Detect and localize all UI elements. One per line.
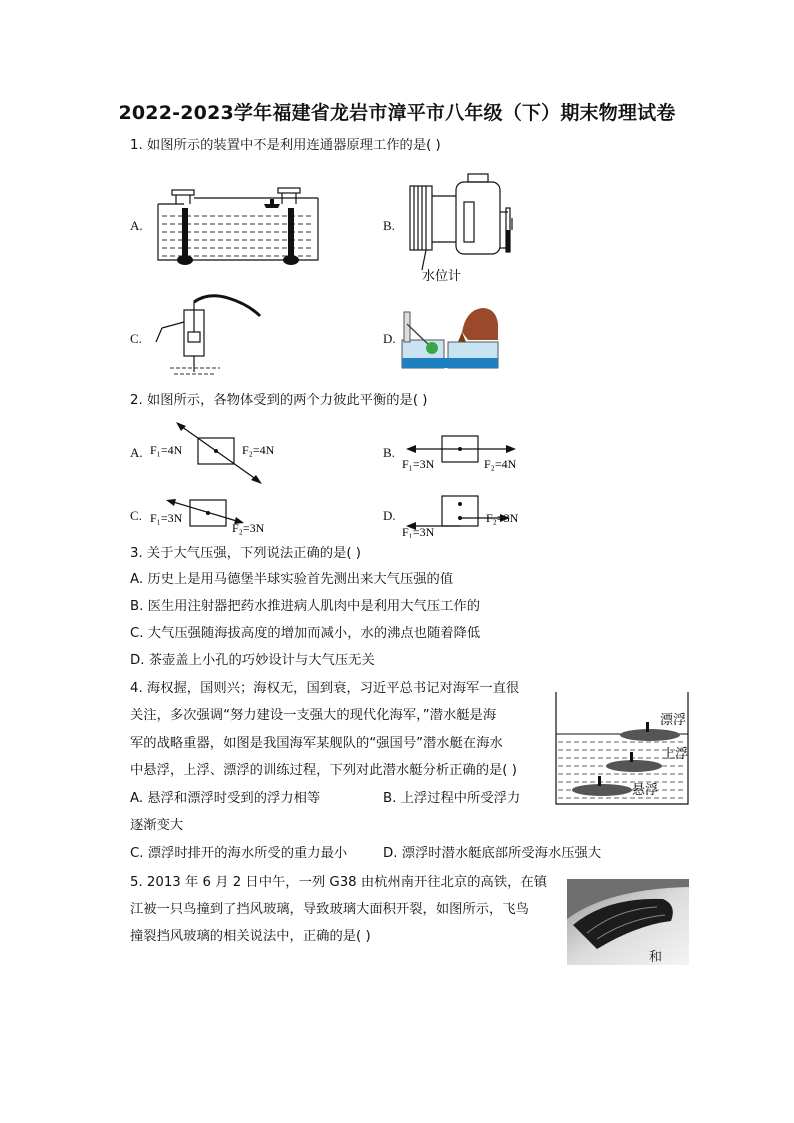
q5-train-char: 和 xyxy=(649,949,663,964)
q4-option-a: A. 悬浮和漂浮时受到的浮力相等 xyxy=(130,791,321,806)
q5-figure-train-photo xyxy=(567,879,689,965)
q3-option-a: A. 历史上是用马德堡半球实验首先测出来大气压强的值 xyxy=(130,572,454,587)
q2-b-f1-label: F₁=3N xyxy=(402,457,435,471)
q2-a-f1-label: F₁=4N xyxy=(150,443,183,457)
q3-option-d: D. 茶壶盖上小孔的巧妙设计与大气压无关 xyxy=(130,653,375,668)
q2-b-f2-label: F₂=4N xyxy=(484,457,517,471)
q2-figure-c xyxy=(148,494,288,536)
q1-figure-a-ship-lock xyxy=(152,182,322,270)
q4-option-b: B. 上浮过程中所受浮力 xyxy=(383,791,521,806)
q1-b-water-gauge-label: 水位计 xyxy=(422,268,462,282)
q1-figure-b-boiler-gauge xyxy=(402,172,522,282)
q4-fig-float-label: 漂浮 xyxy=(660,712,687,727)
q3-stem: 3. 关于大气压强，下列说法正确的是( ) xyxy=(130,546,361,561)
q4-stem-line-3: 军的战略重器，如图是我国海军某舰队的“强国号”潜水艇在海水 xyxy=(130,736,503,751)
q4-stem-line-1: 4. 海权握，国则兴；海权无，国到衰，习近平总书记对海军一直很 xyxy=(130,681,520,696)
q4-fig-suspend-label: 悬浮 xyxy=(632,782,659,797)
q2-option-c-label: C. xyxy=(130,508,142,523)
q1-stem: 1. 如图所示的装置中不是利用连通器原理工作的是( ) xyxy=(130,138,441,153)
q4-stem-line-4: 中悬浮，上浮、漂浮的训练过程，下列对此潜水艇分析正确的是( ) xyxy=(130,763,517,778)
q2-option-b-label: B. xyxy=(383,445,395,460)
page-title: 2022-2023学年福建省龙岩市漳平市八年级（下）期末物理试卷 xyxy=(118,102,676,124)
q1-option-b-label: B. xyxy=(383,218,395,233)
q4-fig-rise-label: 上浮 xyxy=(662,746,689,761)
q1-figure-c-water-pump xyxy=(148,292,268,380)
q4-option-d: D. 漂浮时潜水艇底部所受海水压强大 xyxy=(383,846,602,861)
q2-c-f2-label: F₂=3N xyxy=(232,521,265,535)
q4-option-c: C. 漂浮时排开的海水所受的重力最小 xyxy=(130,846,348,861)
q2-figure-a xyxy=(146,418,286,488)
q2-stem: 2. 如图所示，各物体受到的两个力彼此平衡的是( ) xyxy=(130,393,428,408)
q4-figure-submarine xyxy=(554,690,690,808)
q5-stem-line-1: 5. 2013 年 6 月 2 日中午，一列 G38 由杭州南开往北京的高铁，在镇 xyxy=(130,875,548,890)
q5-stem-line-2: 江被一只鸟撞到了挡风玻璃，导致玻璃大面积开裂，如图所示，飞鸟 xyxy=(130,902,529,917)
q1-option-a-label: A. xyxy=(130,218,143,233)
q2-figure-d xyxy=(400,492,540,538)
q2-a-f2-label: F₂=4N xyxy=(242,443,275,457)
q1-option-d-label: D. xyxy=(383,331,396,346)
q2-option-a-label: A. xyxy=(130,445,143,460)
q2-d-f1-label: F₁=3N xyxy=(402,525,435,538)
q1-option-c-label: C. xyxy=(130,331,142,346)
q4-option-b-continued: 逐渐变大 xyxy=(130,818,184,833)
q3-option-b: B. 医生用注射器把药水推进病人肌肉中是利用大气压工作的 xyxy=(130,599,480,614)
q3-option-c: C. 大气压强随海拔高度的增加而减小，水的沸点也随着降低 xyxy=(130,626,481,641)
q2-d-f2-label: F₂=3N xyxy=(486,511,519,525)
q2-option-d-label: D. xyxy=(383,508,396,523)
q2-c-f1-label: F₁=3N xyxy=(150,511,183,525)
q5-stem-line-3: 撞裂挡风玻璃的相关说法中，正确的是( ) xyxy=(130,929,371,944)
q2-figure-b xyxy=(400,432,540,472)
q1-figure-d-drinking-trough xyxy=(400,302,500,372)
q4-stem-line-2: 关注，多次强调“努力建设一支强大的现代化海军，”潜水艇是海 xyxy=(130,708,497,723)
